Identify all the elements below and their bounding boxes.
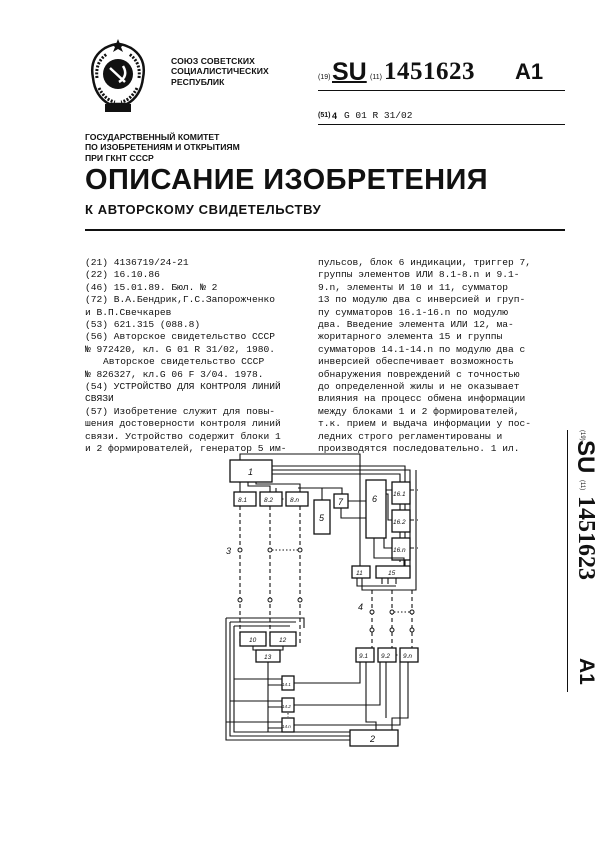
terminal: [370, 628, 374, 632]
wire: [382, 578, 396, 584]
wire: [410, 490, 418, 548]
terminal: [268, 598, 272, 602]
wire: [366, 662, 408, 730]
committee-line: ГОСУДАРСТВЕННЫЙ КОМИТЕТ: [85, 132, 220, 142]
block-8-2-label: 8.2: [264, 497, 274, 504]
org-line: СОЦИАЛИСТИЧЕСКИХ: [171, 66, 269, 77]
abstract-text: [318, 257, 568, 456]
block-12-label: 12: [279, 637, 287, 644]
committee-name: [85, 132, 240, 163]
terminal: [410, 628, 414, 632]
document-kind: A1: [515, 59, 544, 84]
block-14-n-label: 14.n: [282, 724, 291, 729]
block-9-2-label: 9.2: [381, 653, 391, 660]
terminal: [268, 548, 272, 552]
publication-number: [318, 58, 565, 91]
biblio-line: (54) УСТРОЙСТВО ДЛЯ КОНТРОЛЯ ЛИНИЙ: [85, 381, 281, 393]
line-label-4: 4: [358, 602, 364, 612]
ipc-code: G 01 R 31/02: [344, 110, 413, 121]
ussr-emblem: [83, 38, 153, 116]
block-2-label: 2: [370, 734, 376, 744]
terminal: [238, 598, 242, 602]
biblio-line: Авторское свидетельство СССР: [103, 356, 265, 368]
block-10-label: 10: [249, 637, 257, 644]
vertical-document-kind: A1: [575, 658, 598, 685]
wire: [226, 618, 304, 628]
document-subtitle: К АВТОРСКОМУ СВИДЕТЕЛЬСТВУ: [85, 202, 322, 217]
vertical-country-code: SU: [572, 440, 599, 474]
terminal: [298, 598, 302, 602]
biblio-line: (57) Изобретение служит для повы-: [85, 405, 275, 417]
terminal: [410, 610, 414, 614]
block-11-label: 11: [356, 570, 363, 577]
biblio-line: (21) 4136719/24-21: [85, 257, 189, 268]
line-label-3: 3: [226, 546, 232, 556]
abstract-line: до определенной жилы и не оказывает: [318, 381, 520, 393]
block-16-1-label: 16.1: [393, 491, 406, 498]
abstract-line: 13 по модулю два с инверсией и груп-: [318, 294, 526, 306]
biblio-line: СВЯЗИ: [85, 393, 114, 405]
block-5-label: 5: [319, 513, 325, 523]
block-6-label: 6: [372, 494, 378, 504]
biblio-line: № 972420, кл. G 01 R 31/02, 1980.: [85, 343, 275, 355]
abstract-line: сумматоров 14.1-14.n по модулю два с: [318, 343, 526, 355]
block-8-1-label: 8.1: [238, 497, 248, 504]
terminal: [370, 610, 374, 614]
terminal: [238, 548, 242, 552]
block-14-1-label: 14.1: [282, 682, 291, 687]
biblio-line: (53) 621.315 (088.8): [85, 319, 201, 331]
abstract-line: т.к. прием и выдача информации у пос-: [318, 418, 532, 430]
vertical-number-code-label: (11): [579, 480, 585, 491]
biblio-line: (46) 15.01.89. Бюл. № 2: [85, 281, 218, 293]
block-8-n-label: 8.n: [290, 497, 300, 504]
block-16-n-label: 16.n: [393, 547, 406, 554]
circuit-diagram: [220, 450, 420, 755]
organization-name: [171, 56, 269, 87]
abstract-line: инверсией обеспечивает возможность: [318, 356, 514, 368]
abstract-line: 9.n, элементы И 10 и 11, сумматор: [318, 281, 508, 293]
terminal: [390, 610, 394, 614]
abstract-line: пу сумматоров 16.1-16.n по модулю: [318, 306, 508, 318]
biblio-line: и 2 формирователей, генератор 5 им-: [85, 443, 287, 455]
biblio-line: шения достоверности контроля линий: [85, 418, 281, 430]
biblio-line: (22) 16.10.86: [85, 269, 160, 281]
country-code-label: (19): [318, 74, 331, 81]
ipc-classification: [318, 110, 565, 125]
org-line: СОЮЗ СОВЕТСКИХ: [171, 56, 255, 66]
block-7-label: 7: [338, 497, 344, 507]
abstract-line: влияния на процесс обмена информации: [318, 393, 526, 405]
committee-line: ПРИ ГКНТ СССР: [85, 152, 154, 163]
terminal: [390, 628, 394, 632]
abstract-line: производятся последовательно. 1 ил.: [318, 443, 520, 455]
committee-line: ПО ИЗОБРЕТЕНИЯМ И ОТКРЫТИЯМ: [85, 142, 240, 153]
bibliographic-data: [85, 257, 305, 456]
biblio-line: (56) Авторское свидетельство СССР: [85, 331, 275, 343]
ipc-edition: 4: [332, 111, 338, 121]
wire: [294, 662, 400, 725]
block-16-2-label: 16.2: [393, 519, 406, 526]
wire: [272, 470, 410, 578]
abstract-line: два. Введение элемента ИЛИ 12, ма-: [318, 319, 514, 331]
block-15-label: 15: [388, 570, 396, 577]
block-9-n-label: 9.n: [403, 653, 413, 660]
vertical-country-code-label: (19): [579, 430, 585, 441]
wire: [240, 482, 300, 492]
org-line: РЕСПУБЛИК: [171, 76, 225, 87]
country-code: SU: [332, 58, 367, 86]
document-title: ОПИСАНИЕ ИЗОБРЕТЕНИЯ: [85, 164, 488, 196]
abstract-line: пульсов, блок 6 индикации, триггер 7,: [318, 257, 532, 268]
block-1-label: 1: [248, 467, 254, 477]
abstract-line: группы элементов ИЛИ 8.1-8.n и 9.1-: [318, 269, 520, 281]
patent-number: 1451623: [384, 58, 475, 85]
block-9-1-label: 9.1: [359, 653, 369, 660]
biblio-line: и В.П.Свечкарев: [85, 306, 172, 318]
abstract-line: жоритарного элемента 15 и группы: [318, 331, 503, 343]
abstract-line: обнаружения повреждений с точностью: [318, 368, 520, 380]
header-rule: [85, 229, 565, 231]
biblio-line: (72) В.А.Бендрик,Г.С.Запорожченко: [85, 294, 275, 306]
vertical-patent-number: 1451623: [573, 496, 599, 580]
abstract-line: ледних строго регламентированы и: [318, 430, 503, 442]
line-group-3: [240, 506, 300, 645]
block-6: [366, 480, 386, 538]
terminal: [298, 548, 302, 552]
block-14-2-label: 14.2: [282, 704, 291, 709]
biblio-line: связи. Устройство содержит блоки 1: [85, 430, 281, 442]
ipc-code-label: (51): [318, 112, 331, 119]
abstract-line: между блоками 1 и 2 формирователей,: [318, 405, 520, 417]
vertical-publication-stamp: [556, 430, 599, 700]
block-13-label: 13: [264, 654, 272, 661]
biblio-line: № 826327, кл.G 06 F 3/04. 1978.: [85, 368, 264, 380]
number-code-label: (11): [370, 74, 382, 81]
